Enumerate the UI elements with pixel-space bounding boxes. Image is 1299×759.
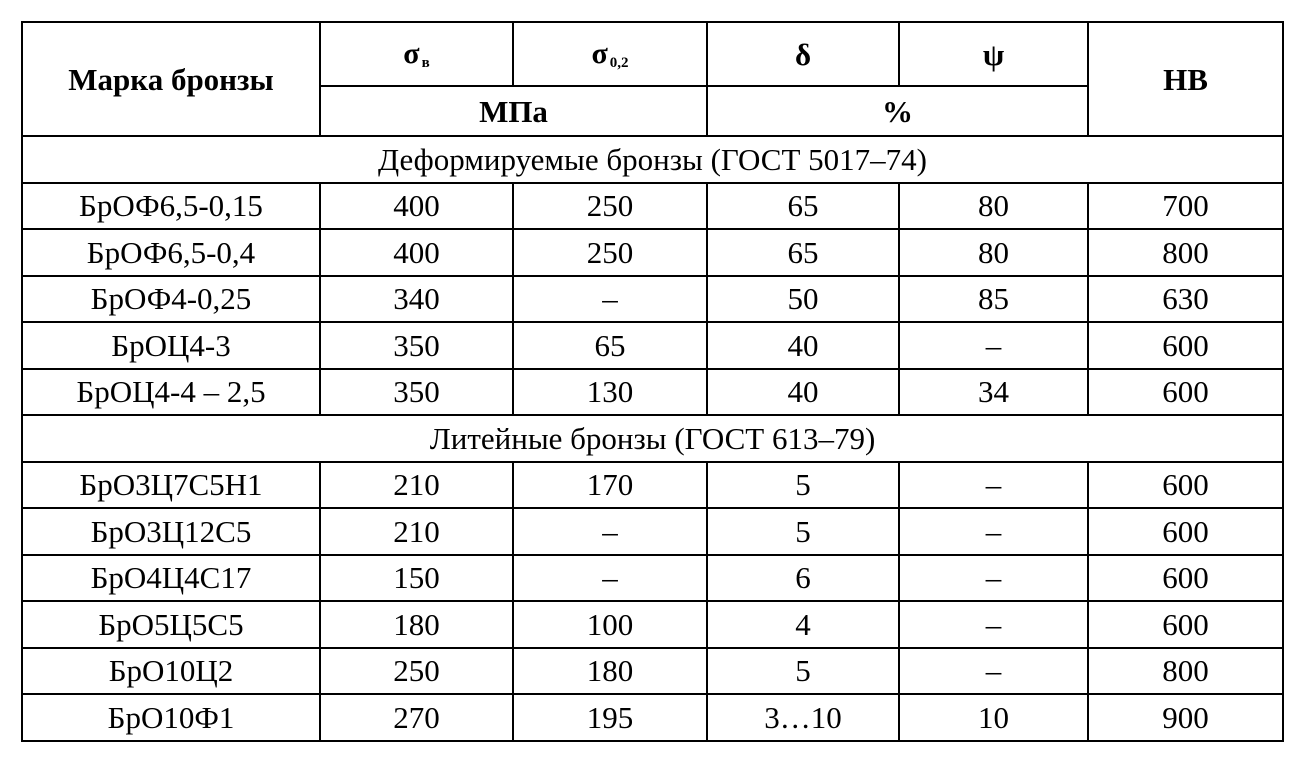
sigma-b-cell: 250 [320, 648, 513, 695]
table-row [22, 229, 1283, 276]
grade-cell: БрО3Ц7С5Н1 [22, 462, 320, 509]
sigma-02-cell: 65 [513, 322, 707, 369]
sigma-02-cell: – [513, 508, 707, 555]
table-row [22, 369, 1283, 416]
sigma-02-subscript: 0,2 [609, 55, 629, 71]
sigma-b-cell: 340 [320, 276, 513, 323]
hb-header: HB [1088, 22, 1283, 136]
delta-cell: 5 [707, 648, 899, 695]
sigma-02-cell: 250 [513, 229, 707, 276]
table-row [22, 694, 1283, 741]
table-row [22, 555, 1283, 602]
sigma-02-cell: 170 [513, 462, 707, 509]
grade-cell: БрОФ4-0,25 [22, 276, 320, 323]
psi-cell: – [899, 601, 1088, 648]
delta-cell: 65 [707, 229, 899, 276]
psi-cell: – [899, 322, 1088, 369]
psi-cell: 34 [899, 369, 1088, 416]
sigma-b-symbol: σ [403, 37, 420, 70]
psi-cell: – [899, 555, 1088, 602]
grade-cell: БрОЦ4-3 [22, 322, 320, 369]
sigma-02-cell: 195 [513, 694, 707, 741]
grade-cell: БрО10Ц2 [22, 648, 320, 695]
group-title: Литейные бронзы (ГОСТ 613–79) [22, 415, 1283, 462]
header-row-symbols [22, 22, 1283, 86]
hb-cell: 600 [1088, 322, 1283, 369]
sigma-b-subscript: в [421, 55, 430, 71]
delta-header: δ [707, 22, 899, 86]
hb-cell: 600 [1088, 508, 1283, 555]
hb-cell: 700 [1088, 183, 1283, 230]
delta-cell: 40 [707, 369, 899, 416]
sigma-b-cell: 350 [320, 369, 513, 416]
table-row [22, 462, 1283, 509]
psi-cell: – [899, 508, 1088, 555]
percent-unit-header: % [707, 86, 1088, 136]
hb-cell: 800 [1088, 648, 1283, 695]
sigma-b-cell: 180 [320, 601, 513, 648]
grade-cell: БрОФ6,5-0,15 [22, 183, 320, 230]
hb-cell: 600 [1088, 555, 1283, 602]
hb-cell: 630 [1088, 276, 1283, 323]
delta-cell: 40 [707, 322, 899, 369]
sigma-b-header [320, 22, 513, 86]
psi-cell: 85 [899, 276, 1088, 323]
grade-cell: БрОФ6,5-0,4 [22, 229, 320, 276]
delta-cell: 4 [707, 601, 899, 648]
sigma-02-cell: – [513, 555, 707, 602]
psi-cell: – [899, 648, 1088, 695]
sigma-02-cell: 180 [513, 648, 707, 695]
hb-cell: 600 [1088, 462, 1283, 509]
hb-cell: 600 [1088, 369, 1283, 416]
table-row [22, 648, 1283, 695]
sigma-02-cell: – [513, 276, 707, 323]
sigma-b-cell: 400 [320, 183, 513, 230]
hb-cell: 900 [1088, 694, 1283, 741]
table-body [22, 22, 1283, 741]
sigma-02-header [513, 22, 707, 86]
hb-cell: 800 [1088, 229, 1283, 276]
grade-cell: БрО5Ц5С5 [22, 601, 320, 648]
delta-cell: 5 [707, 508, 899, 555]
grade-cell: БрО3Ц12С5 [22, 508, 320, 555]
psi-cell: – [899, 462, 1088, 509]
grade-header: Марка бронзы [22, 22, 320, 136]
sigma-02-cell: 250 [513, 183, 707, 230]
grade-cell: БрО10Ф1 [22, 694, 320, 741]
hb-cell: 600 [1088, 601, 1283, 648]
grade-cell: БрО4Ц4С17 [22, 555, 320, 602]
delta-cell: 50 [707, 276, 899, 323]
table-row [22, 276, 1283, 323]
delta-cell: 6 [707, 555, 899, 602]
sigma-b-cell: 270 [320, 694, 513, 741]
delta-cell: 3…10 [707, 694, 899, 741]
grade-cell: БрОЦ4-4 – 2,5 [22, 369, 320, 416]
psi-cell: 80 [899, 183, 1088, 230]
group-row [22, 136, 1283, 183]
sigma-b-cell: 150 [320, 555, 513, 602]
sigma-02-symbol: σ [591, 37, 608, 70]
sigma-b-cell: 350 [320, 322, 513, 369]
mpa-unit-header: МПа [320, 86, 707, 136]
sigma-b-cell: 210 [320, 508, 513, 555]
delta-cell: 5 [707, 462, 899, 509]
psi-cell: 10 [899, 694, 1088, 741]
table-row [22, 508, 1283, 555]
sigma-b-cell: 210 [320, 462, 513, 509]
delta-cell: 65 [707, 183, 899, 230]
psi-cell: 80 [899, 229, 1088, 276]
table-row [22, 183, 1283, 230]
table-row [22, 601, 1283, 648]
table-row [22, 322, 1283, 369]
group-row [22, 415, 1283, 462]
group-title: Деформируемые бронзы (ГОСТ 5017–74) [22, 136, 1283, 183]
sigma-02-cell: 100 [513, 601, 707, 648]
sigma-02-cell: 130 [513, 369, 707, 416]
bronze-properties-table [21, 21, 1284, 742]
sigma-b-cell: 400 [320, 229, 513, 276]
psi-header: ψ [899, 22, 1088, 86]
